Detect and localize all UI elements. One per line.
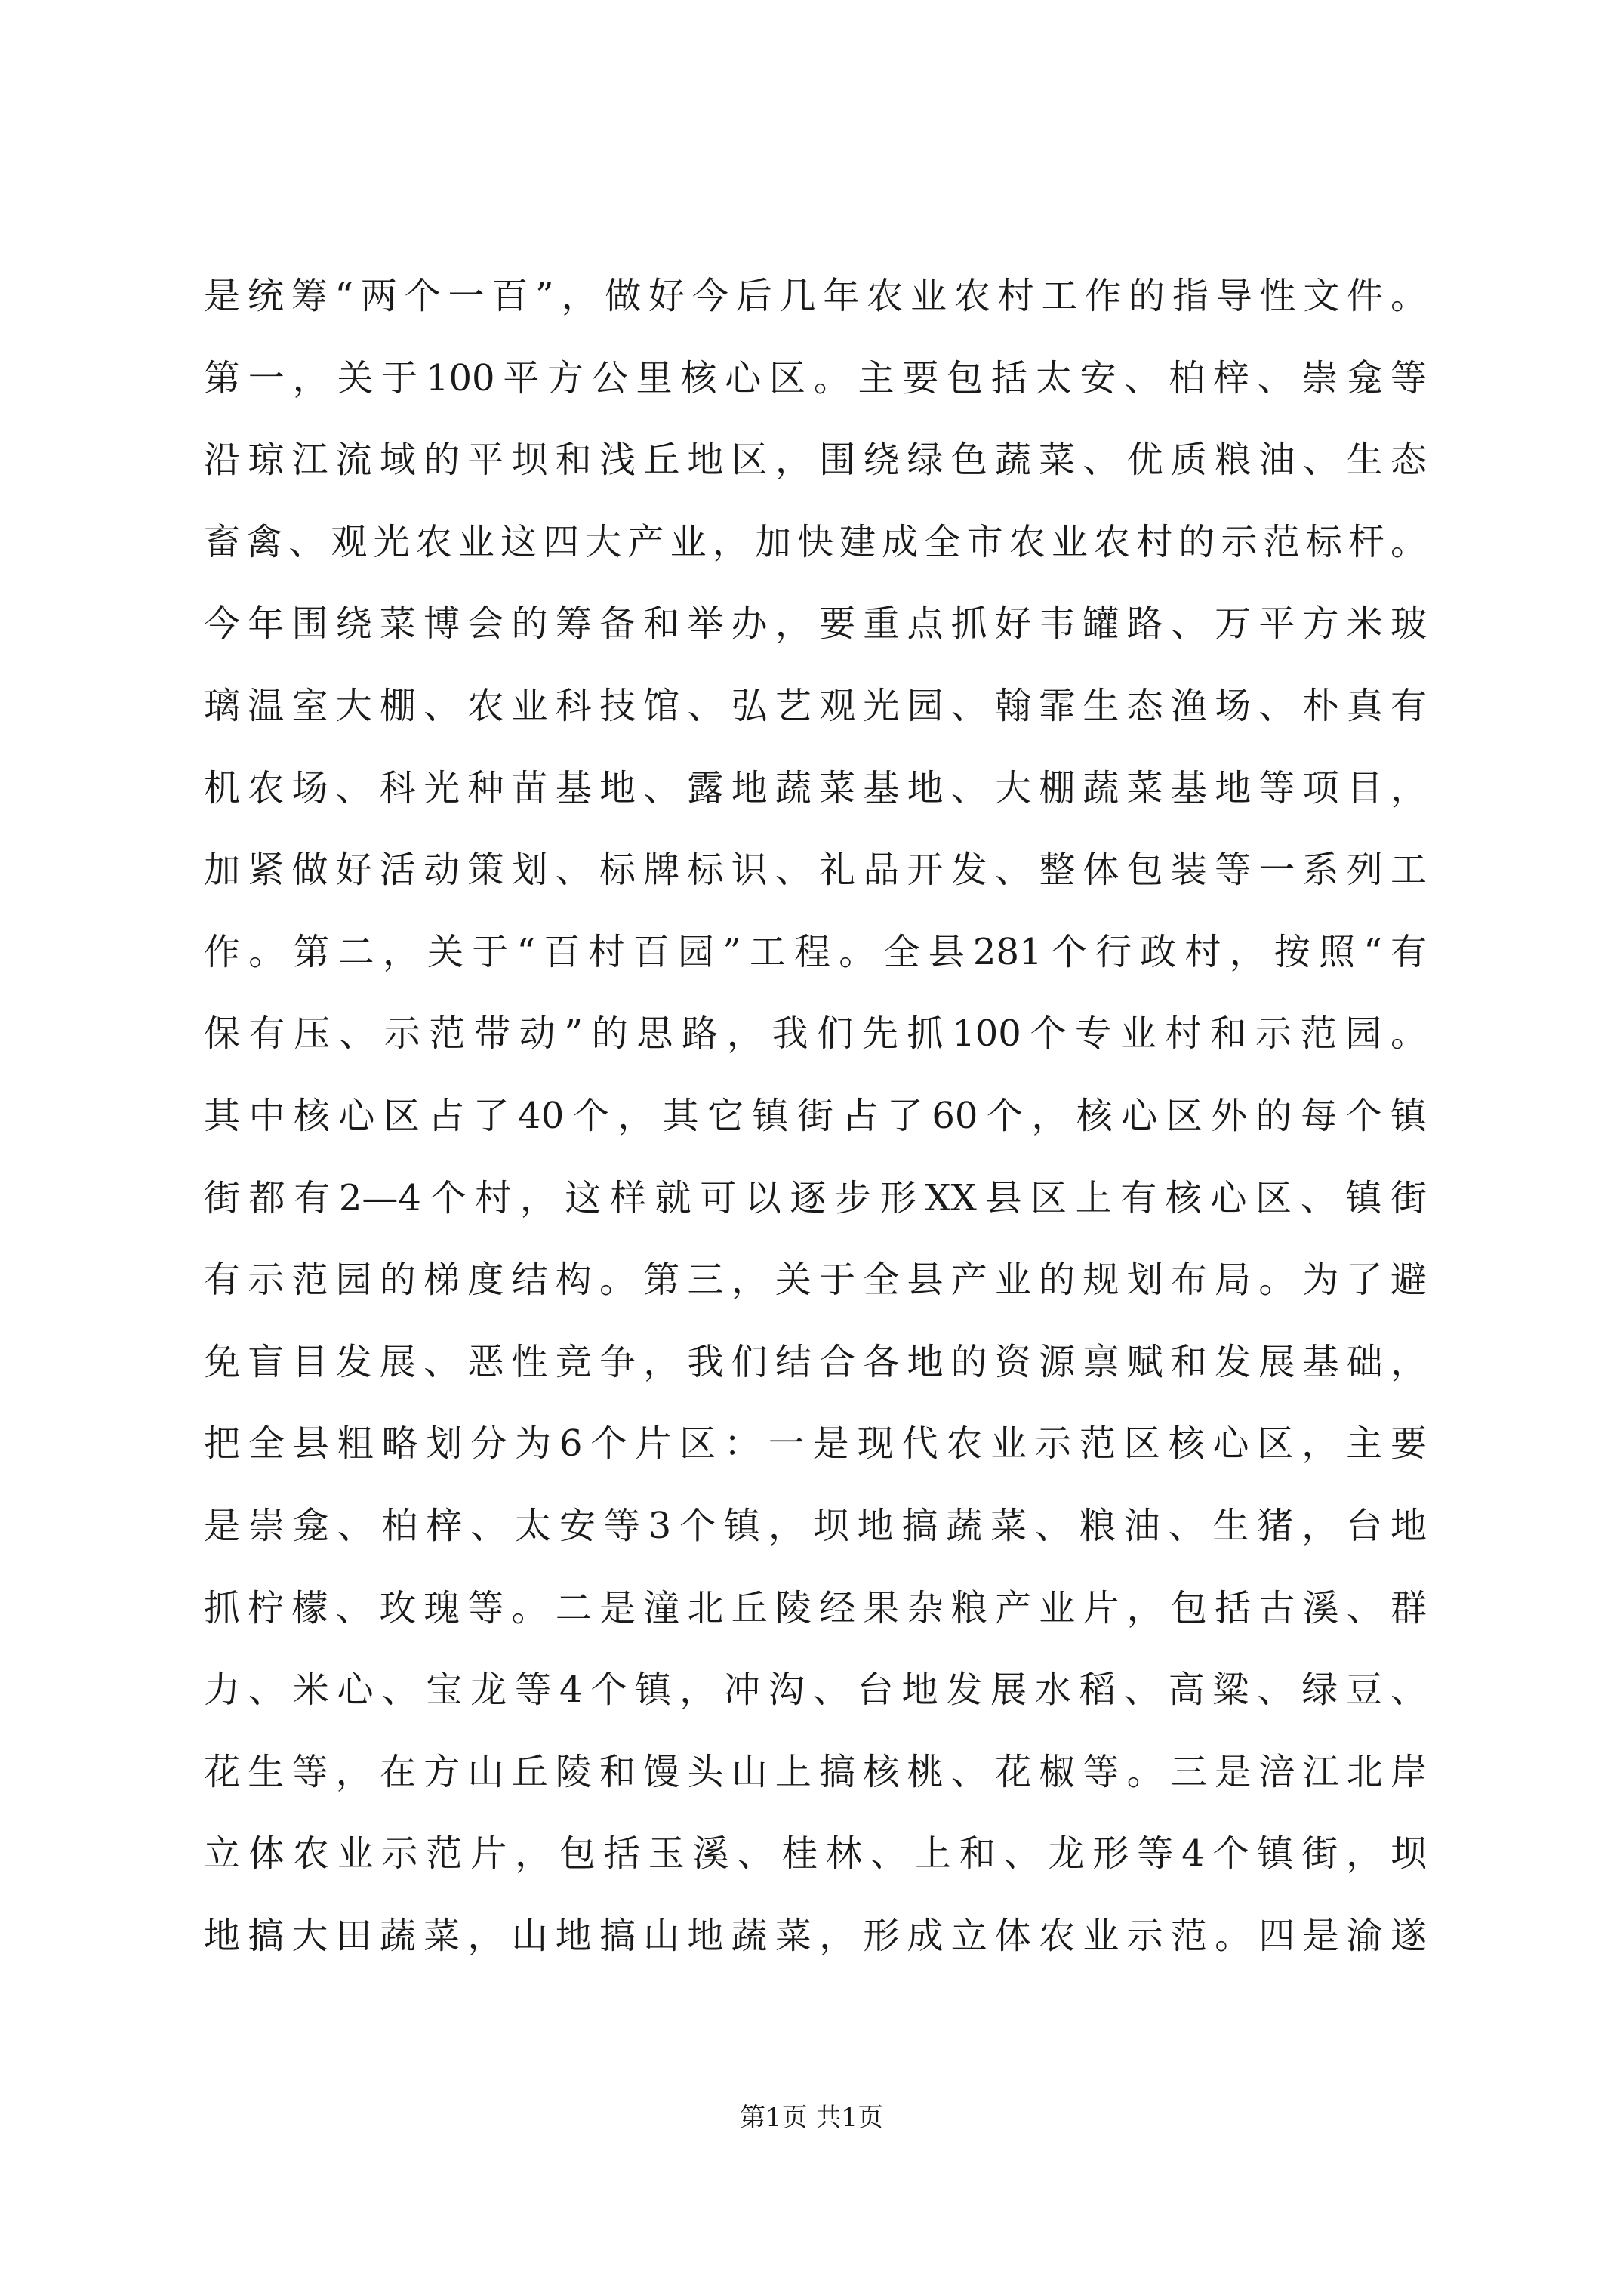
text-line: 沿琼江流域的平坝和浅丘地区，围绕绿色蔬菜、优质粮油、生态 <box>204 439 1427 482</box>
text-line: 把全县粗略划分为6个片区：一是现代农业示范区核心区，主要 <box>204 1422 1427 1465</box>
text-line: 其中核心区占了40个，其它镇街占了60个，核心区外的每个镇 <box>204 1094 1427 1137</box>
text-line: 机农场、科光种苗基地、露地蔬菜基地、大棚蔬菜基地等项目， <box>204 766 1427 809</box>
text-line: 第一，关于100平方公里核心区。主要包括太安、柏梓、崇龛等 <box>204 356 1427 399</box>
text-line: 璃温室大棚、农业科技馆、弘艺观光园、翰霏生态渔场、朴真有 <box>204 684 1427 727</box>
text-line: 是统筹“两个一百”，做好今后几年农业农村工作的指导性文件。 <box>204 275 1427 317</box>
text-line: 作。第二，关于“百村百园”工程。全县281个行政村，按照“有 <box>204 930 1427 973</box>
text-line: 保有压、示范带动”的思路，我们先抓100个专业村和示范园。 <box>204 1012 1427 1056</box>
body-text <box>204 255 1427 1977</box>
text-line: 地搞大田蔬菜，山地搞山地蔬菜，形成立体农业示范。四是渝遂 <box>204 1914 1427 1957</box>
text-line: 花生等，在方山丘陵和馒头山上搞核桃、花椒等。三是涪江北岸 <box>204 1750 1427 1793</box>
text-line: 抓柠檬、玫瑰等。二是潼北丘陵经果杂粮产业片，包括古溪、群 <box>204 1586 1427 1629</box>
page-number-label: 第1页 共1页 <box>739 2103 884 2133</box>
text-line: 畜禽、观光农业这四大产业，加快建成全市农业农村的示范标杆。 <box>204 520 1427 563</box>
text-line: 有示范园的梯度结构。第三，关于全县产业的规划布局。为了避 <box>204 1259 1427 1302</box>
page-footer <box>0 2099 1623 2137</box>
text-line: 力、米心、宝龙等4个镇，冲沟、台地发展水稻、高粱、绿豆、 <box>204 1669 1427 1712</box>
text-line: 今年围绕菜博会的筹备和举办，要重点抓好韦罐路、万平方米玻 <box>204 603 1427 646</box>
text-line: 街都有2—4个村，这样就可以逐步形XX县区上有核心区、镇街 <box>204 1176 1427 1219</box>
text-line: 是崇龛、柏梓、太安等3个镇，坝地搞蔬菜、粮油、生猪，台地 <box>204 1504 1427 1547</box>
text-line: 免盲目发展、恶性竞争，我们结合各地的资源禀赋和发展基础， <box>204 1340 1427 1383</box>
text-line: 加紧做好活动策划、标牌标识、礼品开发、整体包装等一系列工 <box>204 849 1427 892</box>
text-line: 立体农业示范片，包括玉溪、桂林、上和、龙形等4个镇街，坝 <box>204 1832 1427 1875</box>
